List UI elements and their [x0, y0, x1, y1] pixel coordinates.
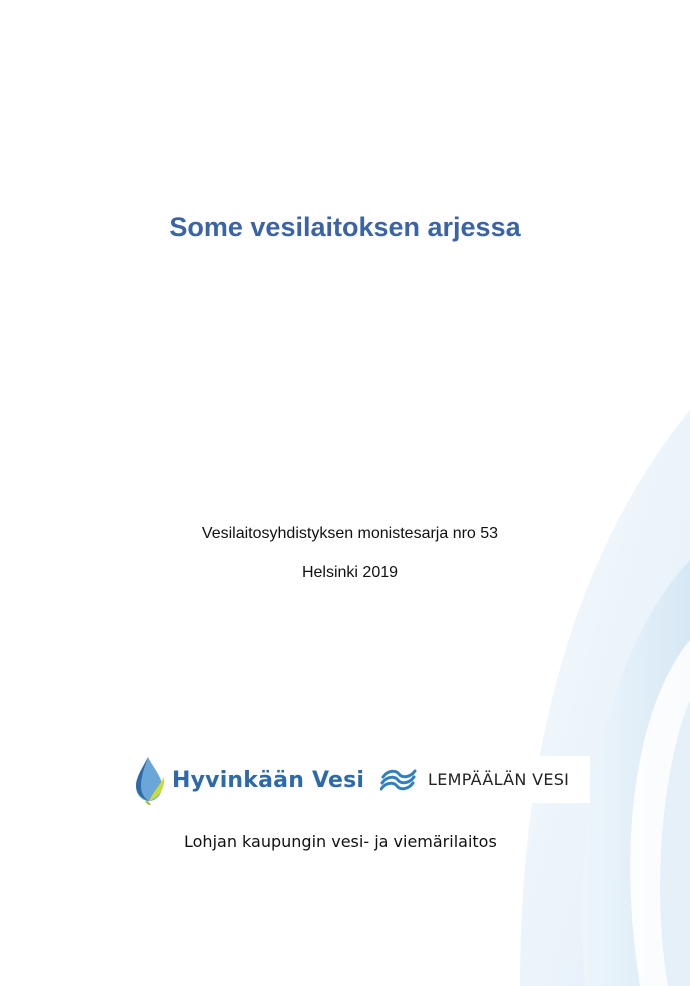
hyvinkaan-vesi-logo [134, 754, 364, 806]
series-subtitle: Vesilaitosyhdistyksen monistesarja nro 53 [201, 525, 499, 542]
lempaalan-vesi-logo [372, 756, 590, 803]
water-waves-icon [380, 767, 418, 793]
lempaalan-vesi-name: LEMPÄÄLÄN VESI [428, 770, 570, 789]
place-year: Helsinki 2019 [301, 564, 399, 581]
hyvinkaan-vesi-name: Hyvinkään Vesi [172, 767, 365, 793]
document-title: Some vesilaitoksen arjessa [169, 212, 521, 242]
water-drop-leaf-icon [134, 755, 166, 805]
lohja-water-utility-name: Lohjan kaupungin vesi- ja viemärilaitos [184, 832, 497, 851]
